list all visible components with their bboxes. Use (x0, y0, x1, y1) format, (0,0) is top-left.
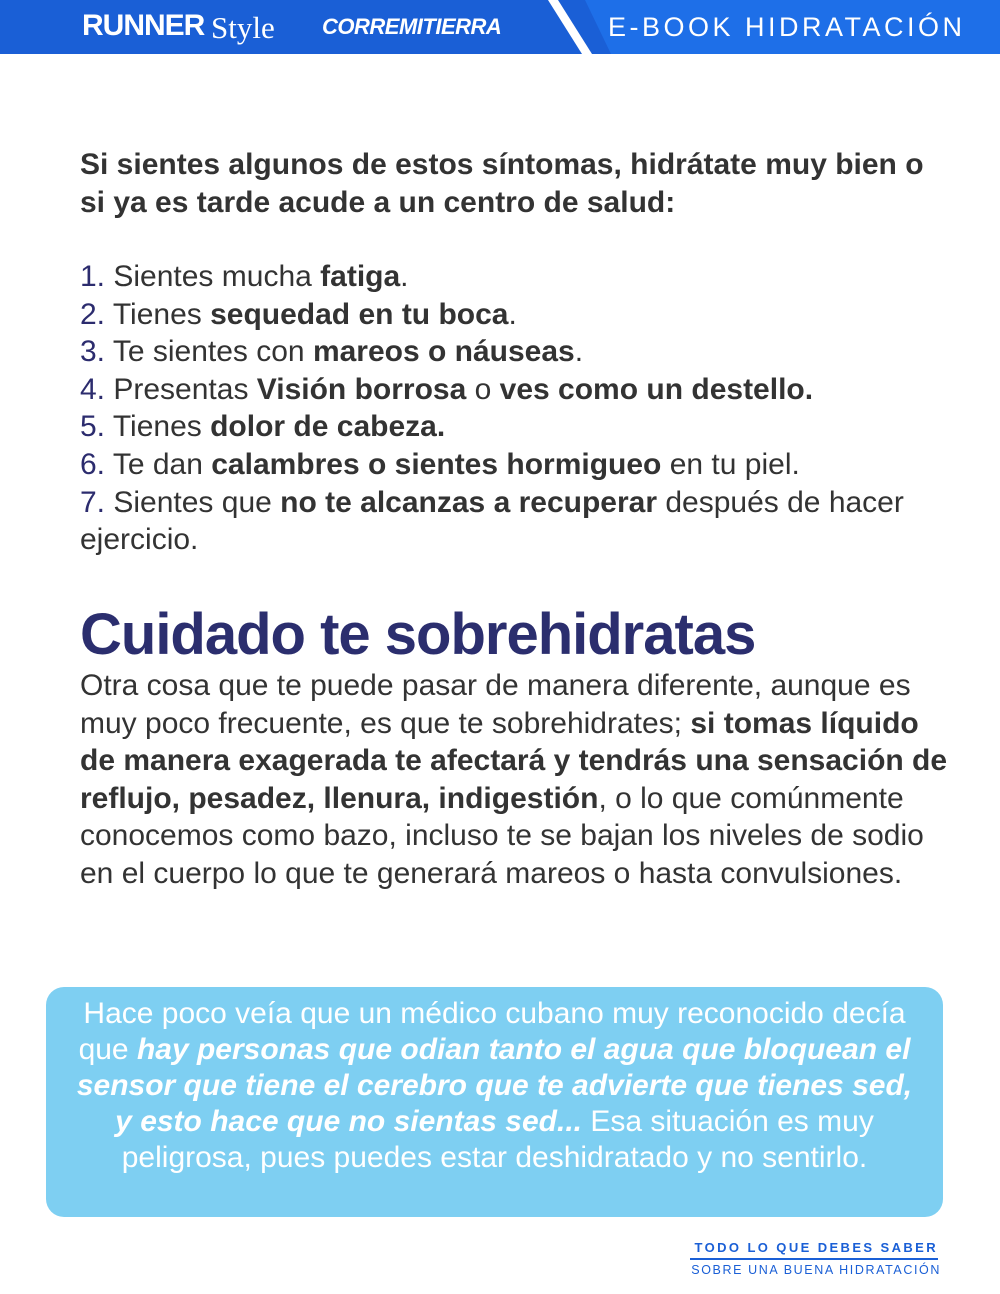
page-header (0, 0, 1000, 54)
symptom-item: 4. Presentas Visión borrosa o ves como un destello. (80, 372, 814, 406)
callout-text: Hace poco veía que un médico cubano muy reconocido decía que hay personas que odian tanto el agua que bloquean el sensor que tiene el cerebro que te advierte que tienes sed, y esto hace que no sientas sed... Esa situación es muy peligrosa, pues puedes estar deshidratado y no sentirlo. (76, 997, 913, 1174)
footer-tagline: TODO LO QUE DEBES SABER (694, 1240, 938, 1255)
overhydration-paragraph: Otra cosa que te puede pasar de manera diferente, aunque es muy poco frecuente, es que te sobrehidrates; si tomas líquido de manera exagerada te afectará y tendrás una sensación de reflujo, pesadez, llenura, indigestión, o lo que comúnmente conocemos como bazo, incluso te se bajan los niveles de sodio en el cuerpo lo que te generará mareos o hasta convulsiones. (80, 669, 948, 890)
symptom-item: 1. Sientes mucha fatiga. (80, 260, 409, 293)
symptom-item: 3. Te sientes con mareos o náuseas. (80, 335, 584, 369)
ebook-title: E-BOOK HIDRATACIÓN (608, 12, 966, 42)
brand-runner-logo: RUNNER (82, 9, 205, 42)
symptom-item: 2. Tienes sequedad en tu boca. (80, 297, 517, 331)
brand-style-logo: Style (211, 10, 275, 45)
footer-divider (690, 1258, 938, 1260)
symptoms-intro: Si sientes algunos de estos síntomas, hidrátate muy bien o si ya es tarde acude a un centro de salud: (80, 148, 924, 219)
header-divider-stripe (548, 0, 592, 54)
section-title: Cuidado te sobrehidratas (80, 602, 756, 667)
footer-subtagline: SOBRE UNA BUENA HIDRATACIÓN (691, 1263, 941, 1277)
symptom-item: 6. Te dan calambres o sientes hormigueo en tu piel. (80, 447, 800, 481)
symptoms-list (80, 258, 940, 559)
symptom-item: 5. Tienes dolor de cabeza. (80, 410, 446, 444)
callout-box (46, 987, 943, 1217)
symptom-item: 7. Sientes que no te alcanzas a recuperar después de hacer ejercicio. (80, 485, 904, 557)
brand-corremitierra-logo: CORREMITIERRA (322, 14, 502, 39)
